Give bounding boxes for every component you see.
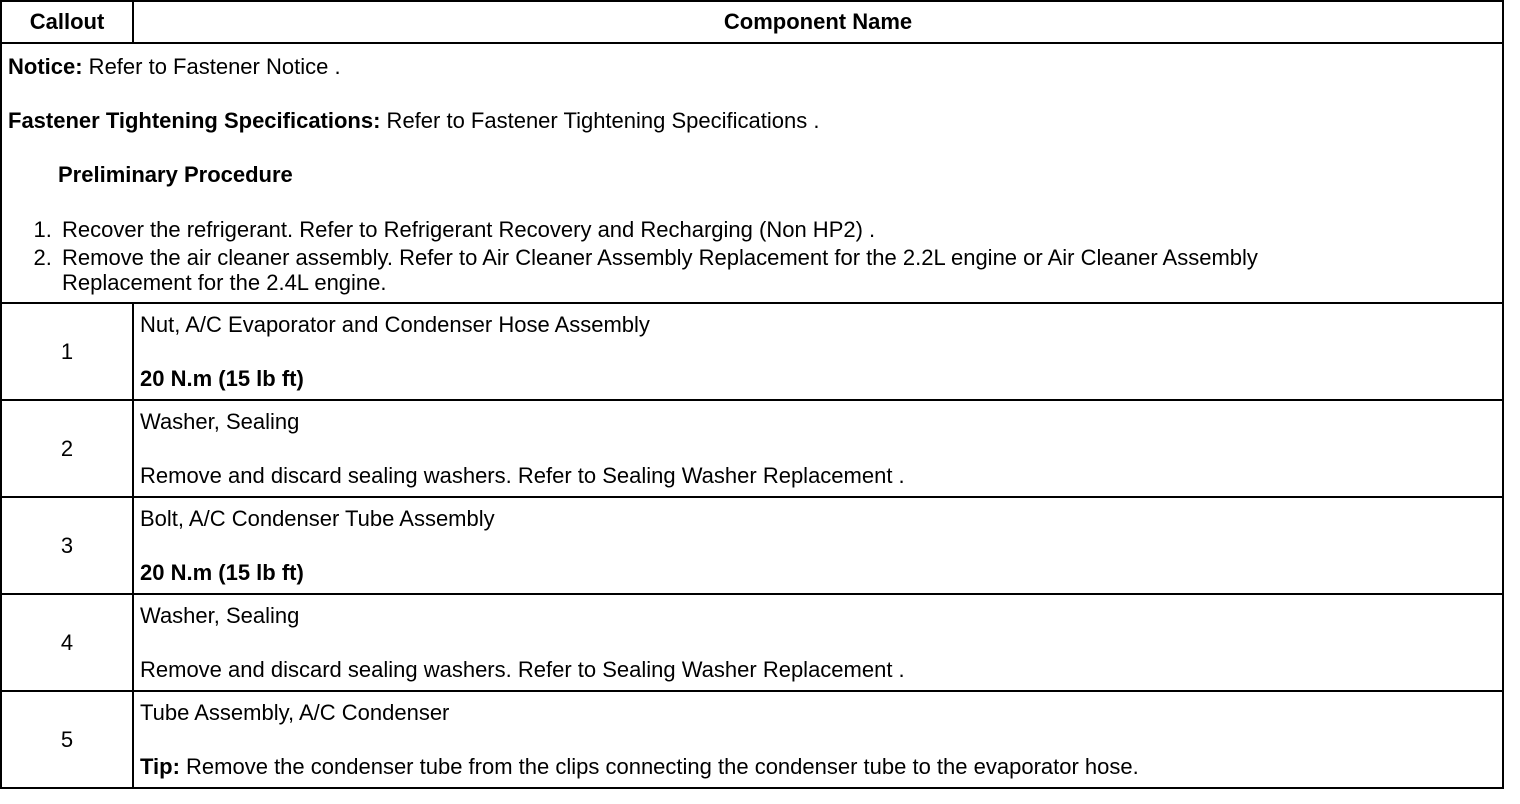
procedure-title: Preliminary Procedure xyxy=(58,162,293,187)
notice-text: Refer to Fastener Notice . xyxy=(82,54,341,79)
notice-label: Notice: xyxy=(8,54,83,79)
component-name: Tube Assembly, A/C Condenser xyxy=(140,700,450,725)
intro-row xyxy=(1,43,1503,303)
fastener-label: Fastener Tightening Specifications: xyxy=(8,108,381,133)
tip-text: Remove the condenser tube from the clips connecting the condenser tube to the evaporator hose. xyxy=(179,754,1139,779)
callout-number: 1 xyxy=(1,303,133,400)
callout-number: 5 xyxy=(1,691,133,788)
component-name: Washer, Sealing xyxy=(140,603,300,628)
component-note: Remove and discard sealing washers. Refer to Sealing Washer Replacement . xyxy=(140,657,905,682)
table-row xyxy=(1,497,1503,594)
procedure-steps xyxy=(8,216,1496,296)
component-cell xyxy=(133,400,1503,497)
torque-spec: 20 N.m (15 lb ft) xyxy=(140,366,304,391)
table-row xyxy=(1,303,1503,400)
component-cell xyxy=(133,303,1503,400)
table-row xyxy=(1,691,1503,788)
procedure-step: 2. Remove the air cleaner assembly. Refer to Air Cleaner Assembly Replacement for the 2.2L engine or Air Cleaner Assembly Replacement for the 2.4L engine. xyxy=(58,244,1496,296)
callout-number: 4 xyxy=(1,594,133,691)
header-row xyxy=(1,1,1503,43)
tip-label: Tip: xyxy=(140,754,180,779)
component-name-header: Component Name xyxy=(133,1,1503,43)
fastener-spec xyxy=(8,108,1496,134)
callout-header: Callout xyxy=(1,1,133,43)
callout-number: 2 xyxy=(1,400,133,497)
component-name: Bolt, A/C Condenser Tube Assembly xyxy=(140,506,495,531)
component-cell xyxy=(133,594,1503,691)
component-cell xyxy=(133,497,1503,594)
table-row xyxy=(1,594,1503,691)
callout-number: 3 xyxy=(1,497,133,594)
torque-spec: 20 N.m (15 lb ft) xyxy=(140,560,304,585)
component-note: Remove and discard sealing washers. Refer to Sealing Washer Replacement . xyxy=(140,463,905,488)
fastener-text: Refer to Fastener Tightening Specifications . xyxy=(380,108,820,133)
procedure-step: 1. Recover the refrigerant. Refer to Refrigerant Recovery and Recharging (Non HP2) . xyxy=(58,216,1496,244)
table-row xyxy=(1,400,1503,497)
component-name: Washer, Sealing xyxy=(140,409,300,434)
notice xyxy=(8,54,1496,80)
component-cell xyxy=(133,691,1503,788)
component-name: Nut, A/C Evaporator and Condenser Hose Assembly xyxy=(140,312,650,337)
intro-cell xyxy=(1,43,1503,303)
component-tip xyxy=(140,754,1496,780)
